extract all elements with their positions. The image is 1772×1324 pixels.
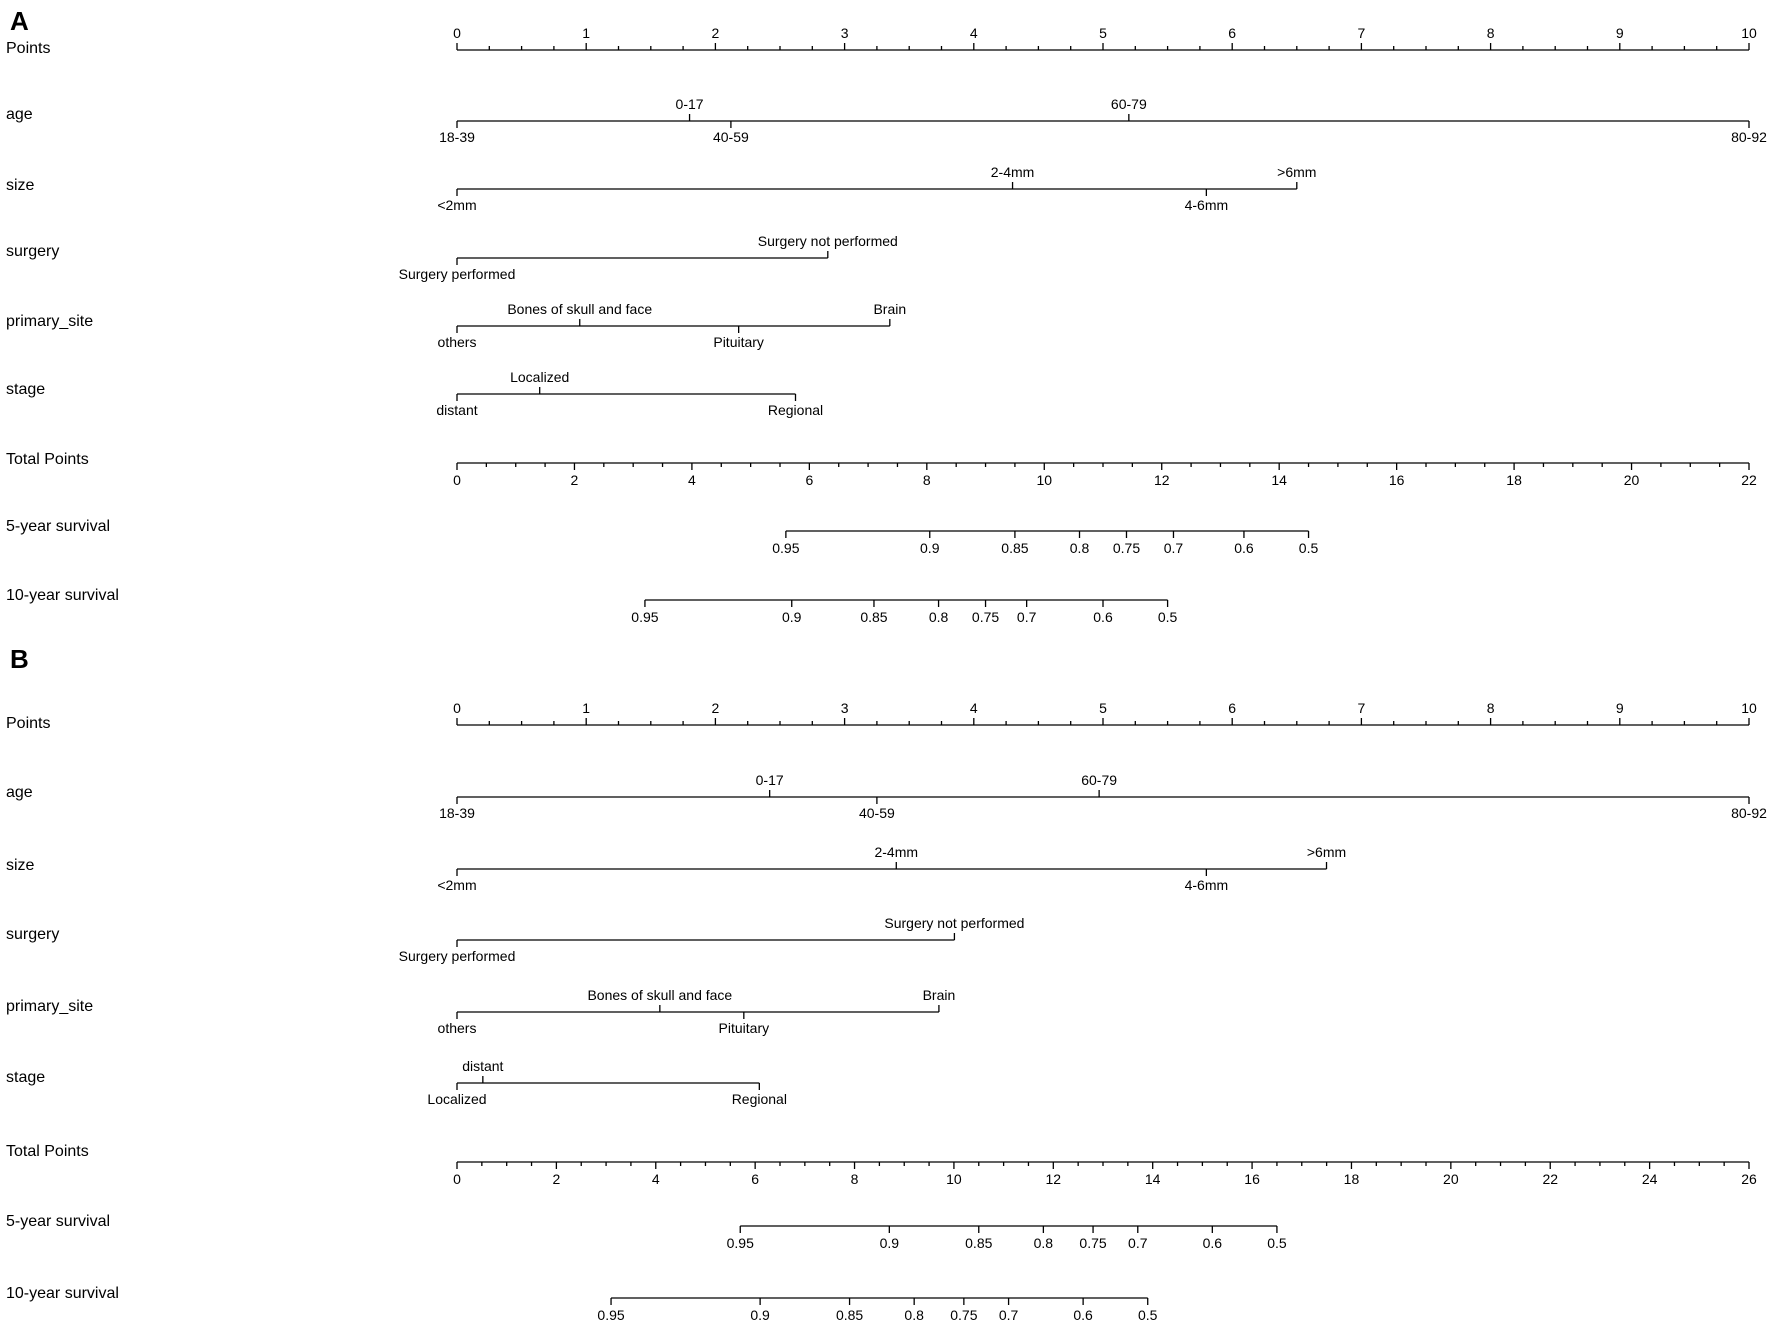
stage-level-label: Regional xyxy=(731,1091,787,1107)
points-tick-label: 3 xyxy=(840,25,849,41)
5-year-survival-scale-label: 0.75 xyxy=(1112,540,1141,556)
row-label-10-year-survival: 10-year survival xyxy=(6,1285,119,1302)
row-label-age: age xyxy=(6,784,33,801)
stage-level-label: distant xyxy=(436,402,478,418)
points-tick-label: 7 xyxy=(1357,25,1366,41)
total-points-tick-label: 20 xyxy=(1623,472,1640,488)
points-tick-label: 0 xyxy=(453,700,461,716)
row-label-10-year-survival: 10-year survival xyxy=(6,587,119,604)
total-points-tick-label: 22 xyxy=(1542,1171,1559,1187)
points-tick-label: 5 xyxy=(1099,25,1107,41)
row-primary-site xyxy=(6,987,955,1036)
row-size xyxy=(6,164,1316,213)
points-tick-label: 5 xyxy=(1099,700,1107,716)
points-tick-label: 7 xyxy=(1357,700,1366,716)
5-year-survival-scale-label: 0.95 xyxy=(772,540,800,556)
total-points-tick-label: 6 xyxy=(751,1171,760,1187)
panel-b xyxy=(6,644,1767,1323)
points-tick-label: 8 xyxy=(1486,25,1495,41)
total-points-tick-label: 10 xyxy=(946,1171,962,1187)
total-points-tick-label: 18 xyxy=(1506,472,1522,488)
surgery-level-label: Surgery performed xyxy=(398,948,516,964)
row-label-primary-site: primary_site xyxy=(6,998,94,1015)
10-year-survival-scale-label: 0.95 xyxy=(597,1307,625,1323)
row-points xyxy=(6,700,1757,732)
5-year-survival-scale-label: 0.7 xyxy=(1128,1235,1148,1251)
points-tick-label: 6 xyxy=(1228,700,1237,716)
row-age xyxy=(6,772,1767,821)
points-tick-label: 2 xyxy=(711,25,720,41)
10-year-survival-scale-label: 0.9 xyxy=(782,609,802,625)
age-level-label: 80-92 xyxy=(1731,805,1767,821)
5-year-survival-scale-label: 0.6 xyxy=(1234,540,1254,556)
surgery-level-label: Surgery not performed xyxy=(884,915,1025,931)
size-level-label: 2-4mm xyxy=(990,164,1035,180)
size-level-label: 4-6mm xyxy=(1184,877,1229,893)
row-age xyxy=(6,96,1767,145)
total-points-tick-label: 10 xyxy=(1036,472,1053,488)
points-tick-label: 8 xyxy=(1486,700,1495,716)
row-total-points xyxy=(6,451,1757,488)
5-year-survival-scale-label: 0.8 xyxy=(1033,1235,1054,1251)
10-year-survival-scale-label: 0.7 xyxy=(1016,609,1037,625)
10-year-survival-scale-label: 0.7 xyxy=(998,1307,1019,1323)
points-tick-label: 2 xyxy=(711,700,720,716)
row-label-points: Points xyxy=(6,715,51,732)
primary-site-level-label: others xyxy=(437,1020,477,1036)
row-stage xyxy=(6,369,823,418)
row-label-age: age xyxy=(6,106,33,123)
stage-level-label: Localized xyxy=(510,369,570,385)
total-points-tick-label: 12 xyxy=(1045,1171,1062,1187)
points-tick-label: 0 xyxy=(453,25,461,41)
10-year-survival-scale-label: 0.8 xyxy=(904,1307,924,1323)
total-points-tick-label: 4 xyxy=(651,1171,660,1187)
5-year-survival-scale-label: 0.85 xyxy=(1001,540,1029,556)
10-year-survival-scale-label: 0.5 xyxy=(1157,609,1178,625)
total-points-tick-label: 4 xyxy=(688,472,696,488)
row-10-year-survival xyxy=(6,587,1178,625)
age-level-label: 18-39 xyxy=(439,129,475,145)
primary-site-level-label: Bones of skull and face xyxy=(587,987,733,1003)
row-label-size: size xyxy=(6,857,35,874)
total-points-tick-label: 26 xyxy=(1741,1171,1757,1187)
points-tick-label: 1 xyxy=(582,700,591,716)
5-year-survival-scale-label: 0.6 xyxy=(1202,1235,1223,1251)
age-level-label: 80-92 xyxy=(1731,129,1767,145)
5-year-survival-scale-label: 0.7 xyxy=(1163,540,1184,556)
stage-level-label: distant xyxy=(462,1058,504,1074)
5-year-survival-scale-label: 0.95 xyxy=(726,1235,754,1251)
primary-site-level-label: Bones of skull and face xyxy=(507,301,653,317)
total-points-tick-label: 24 xyxy=(1641,1171,1658,1187)
total-points-tick-label: 14 xyxy=(1271,472,1287,488)
points-tick-label: 9 xyxy=(1615,700,1624,716)
age-level-label: 40-59 xyxy=(858,805,895,821)
total-points-tick-label: 16 xyxy=(1244,1171,1260,1187)
row-label-size: size xyxy=(6,177,35,194)
10-year-survival-scale-label: 0.9 xyxy=(750,1307,770,1323)
points-tick-label: 3 xyxy=(840,700,849,716)
row-points xyxy=(6,25,1757,57)
primary-site-level-label: Pituitary xyxy=(718,1020,770,1036)
row-5-year-survival xyxy=(6,518,1318,556)
age-level-label: 0-17 xyxy=(675,96,704,112)
row-label-surgery: surgery xyxy=(6,243,60,260)
stage-level-label: Regional xyxy=(767,402,824,418)
5-year-survival-scale-label: 0.9 xyxy=(920,540,940,556)
points-tick-label: 9 xyxy=(1615,25,1624,41)
row-10-year-survival xyxy=(6,1285,1158,1323)
total-points-tick-label: 2 xyxy=(552,1171,561,1187)
row-label-stage: stage xyxy=(6,1069,46,1086)
total-points-tick-label: 8 xyxy=(922,472,931,488)
row-total-points xyxy=(6,1143,1757,1187)
5-year-survival-scale-label: 0.5 xyxy=(1267,1235,1287,1251)
points-tick-label: 10 xyxy=(1741,700,1757,716)
row-stage xyxy=(6,1058,787,1107)
age-level-label: 60-79 xyxy=(1081,772,1118,788)
10-year-survival-scale-label: 0.5 xyxy=(1137,1307,1158,1323)
total-points-tick-label: 12 xyxy=(1153,472,1170,488)
total-points-tick-label: 0 xyxy=(453,472,461,488)
panel-b-label: B xyxy=(10,644,29,674)
10-year-survival-scale-label: 0.85 xyxy=(860,609,888,625)
row-surgery xyxy=(6,915,1024,964)
row-size xyxy=(6,844,1346,893)
row-label-5-year-survival: 5-year survival xyxy=(6,1213,111,1230)
age-level-label: 0-17 xyxy=(755,772,784,788)
surgery-level-label: Surgery performed xyxy=(398,266,516,282)
primary-site-level-label: Brain xyxy=(922,987,956,1003)
stage-level-label: Localized xyxy=(427,1091,487,1107)
primary-site-level-label: others xyxy=(437,334,477,350)
total-points-tick-label: 0 xyxy=(453,1171,461,1187)
total-points-tick-label: 16 xyxy=(1388,472,1405,488)
age-level-label: 60-79 xyxy=(1110,96,1147,112)
row-label-stage: stage xyxy=(6,381,46,398)
total-points-tick-label: 18 xyxy=(1343,1171,1360,1187)
size-level-label: 4-6mm xyxy=(1184,197,1229,213)
panel-a-label: A xyxy=(10,6,29,36)
primary-site-level-label: Pituitary xyxy=(713,334,764,350)
10-year-survival-scale-label: 0.75 xyxy=(971,609,1000,625)
row-label-surgery: surgery xyxy=(6,926,60,943)
10-year-survival-scale-label: 0.8 xyxy=(928,609,949,625)
size-level-label: >6mm xyxy=(1306,844,1347,860)
primary-site-level-label: Brain xyxy=(873,301,907,317)
total-points-tick-label: 8 xyxy=(850,1171,859,1187)
points-tick-label: 4 xyxy=(969,25,978,41)
row-label-total-points: Total Points xyxy=(6,451,89,468)
row-surgery xyxy=(6,233,898,282)
total-points-tick-label: 22 xyxy=(1741,472,1757,488)
points-tick-label: 10 xyxy=(1741,25,1757,41)
row-label-total-points: Total Points xyxy=(6,1143,89,1160)
points-tick-label: 1 xyxy=(582,25,591,41)
row-label-5-year-survival: 5-year survival xyxy=(6,518,111,535)
total-points-tick-label: 2 xyxy=(570,472,579,488)
size-level-label: 2-4mm xyxy=(874,844,919,860)
5-year-survival-scale-label: 0.9 xyxy=(879,1235,900,1251)
10-year-survival-scale-label: 0.6 xyxy=(1073,1307,1093,1323)
10-year-survival-scale-label: 0.6 xyxy=(1093,609,1113,625)
5-year-survival-scale-label: 0.75 xyxy=(1079,1235,1107,1251)
row-label-primary-site: primary_site xyxy=(6,313,94,330)
row-primary-site xyxy=(6,301,906,350)
10-year-survival-scale-label: 0.95 xyxy=(631,609,659,625)
5-year-survival-scale-label: 0.5 xyxy=(1298,540,1319,556)
points-tick-label: 6 xyxy=(1228,25,1237,41)
total-points-tick-label: 20 xyxy=(1443,1171,1459,1187)
5-year-survival-scale-label: 0.8 xyxy=(1069,540,1090,556)
surgery-level-label: Surgery not performed xyxy=(757,233,898,249)
total-points-tick-label: 6 xyxy=(805,472,814,488)
size-level-label: >6mm xyxy=(1277,164,1317,180)
points-tick-label: 4 xyxy=(969,700,978,716)
10-year-survival-scale-label: 0.85 xyxy=(835,1307,864,1323)
10-year-survival-scale-label: 0.75 xyxy=(950,1307,978,1323)
row-5-year-survival xyxy=(6,1213,1287,1251)
panel-a xyxy=(6,6,1767,625)
total-points-tick-label: 14 xyxy=(1144,1171,1161,1187)
row-label-points: Points xyxy=(6,40,51,57)
size-level-label: <2mm xyxy=(437,197,477,213)
age-level-label: 18-39 xyxy=(439,805,475,821)
age-level-label: 40-59 xyxy=(712,129,749,145)
size-level-label: <2mm xyxy=(437,877,477,893)
5-year-survival-scale-label: 0.85 xyxy=(965,1235,993,1251)
